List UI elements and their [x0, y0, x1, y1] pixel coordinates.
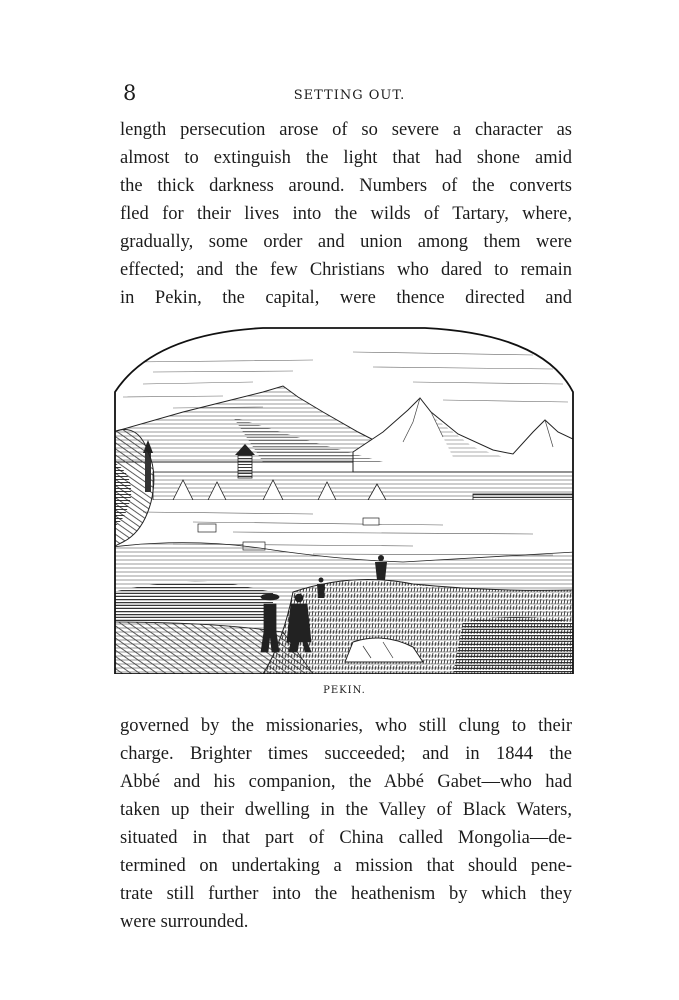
- figure-caption: PEKIN.: [323, 685, 366, 696]
- text-line: charge. Brighter times succeeded; and in 1844 the: [120, 744, 572, 764]
- text-line: governed by the missionaries, who still clung to their: [120, 716, 572, 736]
- page-number: 8: [123, 81, 137, 105]
- text-line: in Pekin, the capital, were thence directed and: [120, 288, 572, 308]
- text-line: termined on undertaking a mission that should pene-: [120, 856, 572, 876]
- text-line: fled for their lives into the wilds of Tartary, where,: [120, 204, 572, 224]
- text-line: the thick darkness around. Numbers of the converts: [120, 176, 572, 196]
- running-title: SETTING OUT.: [293, 88, 406, 103]
- paragraph-top: [120, 116, 572, 312]
- text-line: taken up their dwelling in the Valley of Black Waters,: [120, 800, 572, 820]
- text-line: gradually, some order and union among them were: [120, 232, 572, 252]
- text-line: almost to extinguish the light that had shone amid: [120, 148, 572, 168]
- pekin-engraving: [113, 322, 575, 674]
- text-line: situated in that part of China called Mongolia—de-: [120, 828, 572, 848]
- text-line: Abbé and his companion, the Abbé Gabet—who had: [120, 772, 572, 792]
- text-line: effected; and the few Christians who dared to remain: [120, 260, 572, 280]
- text-line: were surrounded.: [120, 912, 249, 932]
- paragraph-bottom: [120, 712, 572, 936]
- text-line: trate still further into the heathenism by which they: [120, 884, 572, 904]
- text-line: length persecution arose of so severe a character as: [120, 120, 572, 140]
